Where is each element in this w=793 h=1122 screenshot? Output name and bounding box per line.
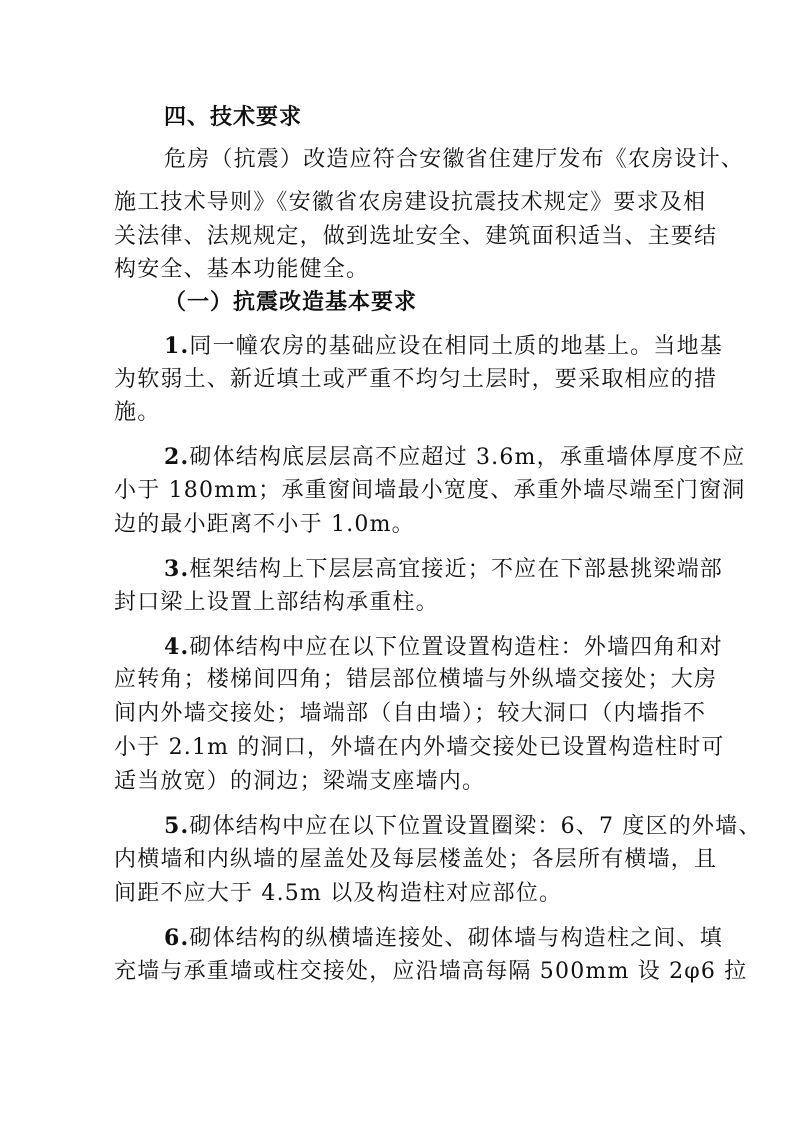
item-2-first-line [164, 443, 745, 472]
item-5-number: 5. [164, 813, 190, 839]
item-3-text: 框架结构上下层层高宜接近；不应在下部悬挑梁端部 [189, 557, 723, 582]
item-1-text: 同一幢农房的基础应设在相同土质的地基上。当地基 [189, 334, 723, 359]
item-4-first-line [164, 633, 723, 662]
intro-line-3: 关法律、法规规定，做到选址安全、建筑面积适当、主要结 [114, 224, 718, 249]
intro-line-1: 危房（抗震）改造应符合安徽省住建厅发布《农房设计、 [164, 147, 745, 172]
item-5-first-line [164, 812, 762, 841]
item-2-text: 砌体结构底层层高不应超过 3.6m，承重墙体厚度不应 [189, 445, 746, 470]
item-4-line-2: 应转角；楼梯间四角；错层部位横墙与外纵墙交接处；大房 [114, 667, 718, 692]
item-1-line-2: 为软弱土、新近填土或严重不均匀土层时，要采取相应的措 [114, 367, 718, 392]
item-2-line-2: 小于 180mm；承重窗间墙最小宽度、承重外墙尽端至门窗洞 [114, 478, 746, 503]
intro-line-2: 施工技术导则》《安徽省农房建设抗震技术规定》要求及相 [114, 190, 707, 215]
item-5-text: 砌体结构中应在以下位置设置圈梁：6、7 度区的外墙、 [189, 814, 762, 839]
item-1-line-3: 施。 [114, 400, 161, 425]
item-6-number: 6. [164, 925, 190, 951]
item-4-line-4: 小于 2.1m 的洞口，外墙在内外墙交接处已设置构造柱时可 [114, 735, 725, 760]
item-1-number: 1. [164, 333, 190, 359]
item-3-first-line [164, 555, 723, 584]
item-5-line-2: 内横墙和内纵墙的屋盖处及每层楼盖处；各层所有横墙，且 [114, 847, 718, 872]
item-4-number: 4. [164, 634, 190, 660]
item-3-number: 3. [164, 556, 190, 582]
item-6-first-line [164, 924, 723, 953]
item-6-text: 砌体结构的纵横墙连接处、砌体墙与构造柱之间、填 [189, 926, 723, 951]
item-1-first-line [164, 332, 723, 361]
item-2-line-3: 边的最小距离不小于 1.0m。 [114, 512, 415, 537]
item-2-number: 2. [164, 444, 190, 470]
subheading: （一）抗震改造基本要求 [164, 289, 418, 315]
item-4-text: 砌体结构中应在以下位置设置构造柱：外墙四角和对 [189, 635, 723, 660]
item-4-line-5: 适当放宽）的洞边；梁端支座墙内。 [114, 769, 486, 794]
item-5-line-3: 间距不应大于 4.5m 以及构造柱对应部位。 [114, 881, 563, 906]
item-4-line-3: 间内外墙交接处；墙端部（自由墙）；较大洞口（内墙指不 [114, 701, 707, 726]
item-6-line-2: 充墙与承重墙或柱交接处，应沿墙高每隔 500mm 设 2φ6 拉 [114, 959, 748, 984]
item-3-line-2: 封口梁上设置上部结构承重柱。 [114, 590, 439, 615]
intro-line-4: 构安全、基本功能健全。 [114, 257, 370, 282]
section-heading: 四、技术要求 [164, 105, 303, 130]
